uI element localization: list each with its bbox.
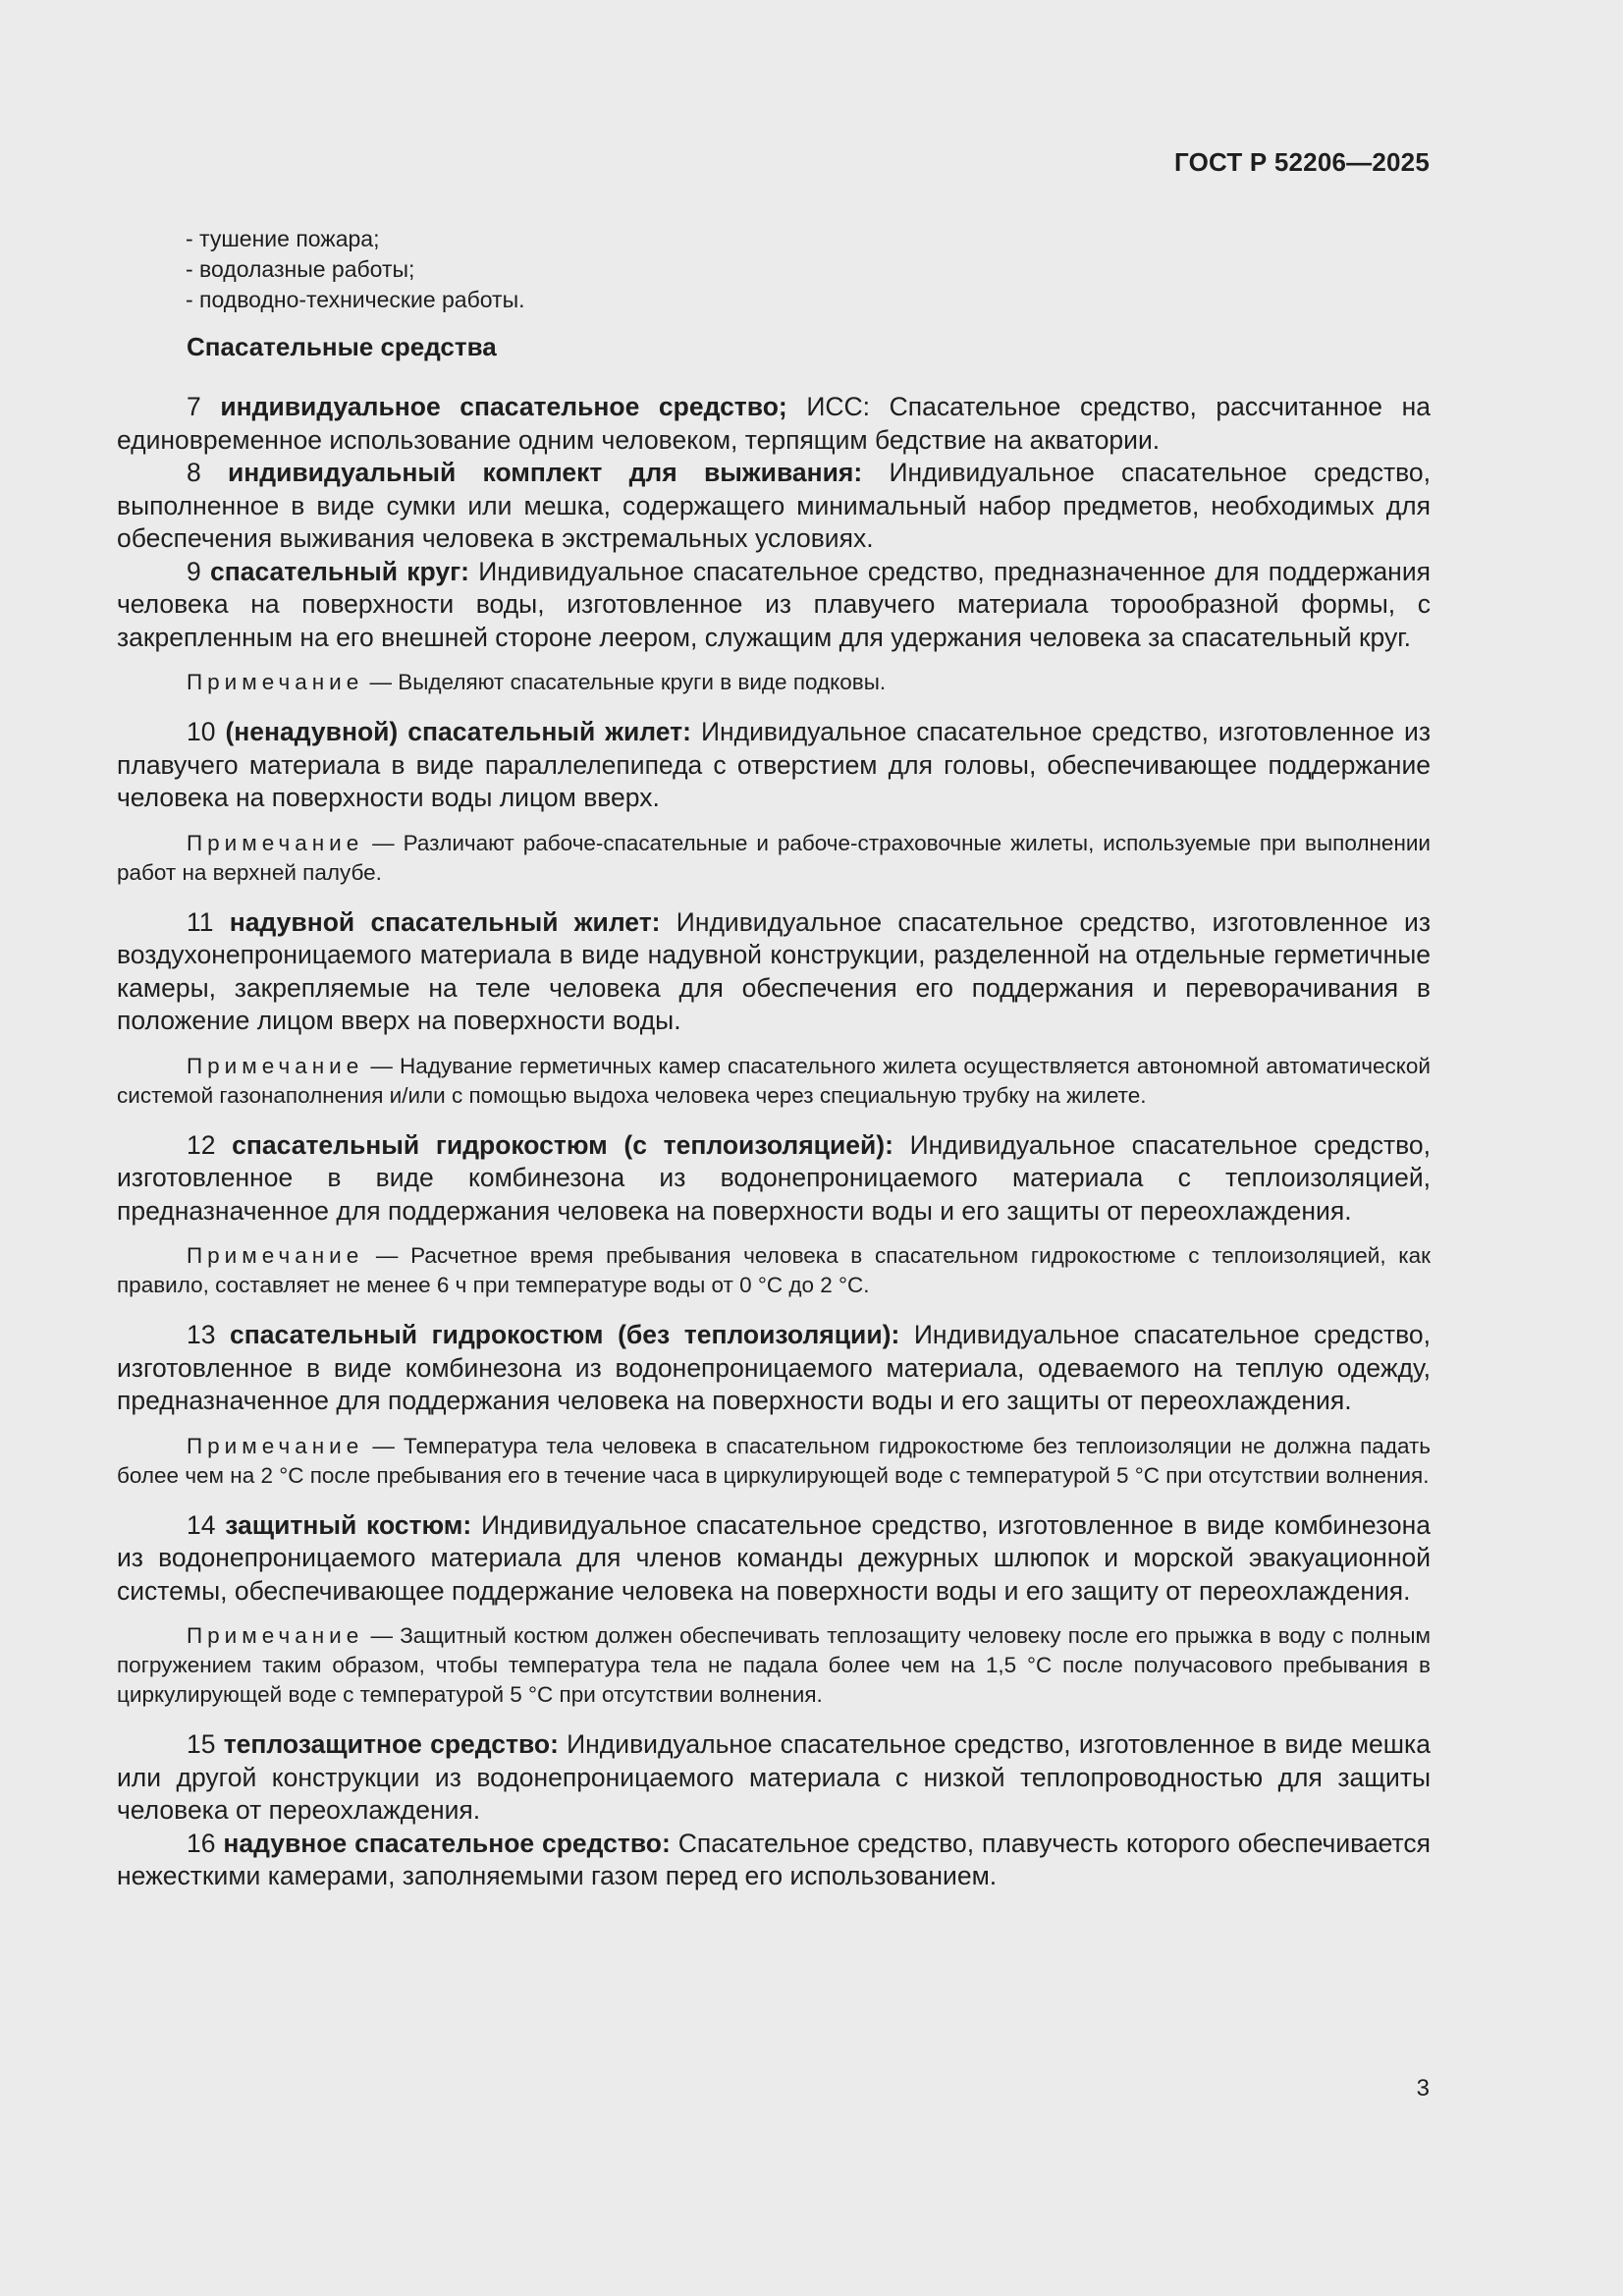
note-text: Расчетное время пребывания человека в спасательном гидрокостюме с теплоизоляцией, как правило, составляет не менее 6 ч при температуре воды от 0 °С до 2 °С. (117, 1243, 1431, 1297)
term-name: спасательный гидрокостюм (без теплоизоляции): (230, 1320, 900, 1349)
bullet-item: - водолазные работы; (186, 256, 415, 282)
term-entry-10 (117, 716, 1431, 815)
term-entry-11 (117, 906, 1431, 1038)
term-number: 11 (187, 906, 214, 937)
note-label: Примечание (187, 1243, 364, 1268)
term-entry-16 (117, 1828, 1431, 1893)
page-number: 3 (1416, 2075, 1430, 2102)
term-entry-9 (117, 556, 1431, 655)
term-entry-15 (117, 1728, 1431, 1828)
note-separator: — (363, 1433, 404, 1458)
term-definition: Индивидуальное спасательное средство, изготовленное в виде комбинезона из водонепроницаемого материала с теплоизоляцией, предназначенное для поддержания человека на поверхности воды и его защиты от переохлаждения. (117, 1129, 1431, 1226)
term-note-9 (117, 668, 1431, 697)
term-number: 14 (187, 1509, 216, 1540)
note-label: Примечание (187, 1053, 364, 1078)
term-number: 9 (187, 556, 201, 586)
term-entry-12 (117, 1129, 1431, 1229)
term-name: спасательный круг: (210, 556, 469, 586)
note-separator: — (363, 670, 399, 694)
term-definition: Индивидуальное спасательное средство, изготовленное в виде мешка или другой конструкции из водонепроницаемого материала с низкой теплопроводностью для защиты человека от переохлаждения. (117, 1729, 1431, 1825)
note-text: Защитный костюм должен обеспечивать теплозащиту человеку после его прыжка в воду с полным погружением таким образом, чтобы температура тела не падала более чем на 1,5 °С после получасового пребывания в циркулирующей воде с температурой 5 °С при отсутствии волнения. (117, 1623, 1431, 1707)
note-separator: — (363, 830, 404, 855)
term-definition: Спасательное средство, плавучесть которого обеспечивается нежесткими камерами, заполняемыми газом перед его использованием. (117, 1828, 1431, 1890)
term-name: защитный костюм: (225, 1509, 472, 1540)
term-note-14 (117, 1621, 1431, 1710)
term-definition: Индивидуальное спасательное средство, предназначенное для поддержания человека на поверхности воды, изготовленное из плавучего материала торообразной формы, с закрепленным на его внешней стороне леером, служащим для удержания человека за спасательный круг. (117, 556, 1431, 652)
term-note-13 (117, 1432, 1431, 1491)
term-number: 13 (187, 1320, 216, 1349)
note-text: Выделяют спасательные круги в виде подковы. (398, 670, 887, 694)
bullet-item: - подводно-технические работы. (186, 287, 525, 312)
term-definition: Индивидуальное спасательное средство, изготовленное в виде комбинезона из водонепроницаемого материала, одеваемого на теплую одежду, предназначенное для поддержания человека на поверхности воды и его защиты от переохлаждения. (117, 1320, 1431, 1415)
term-definition: ИСС: Спасательное средство, рассчитанное на единовременное использование одним человеком, терпящим бедствие на акватории. (117, 392, 1432, 455)
section-title: Спасательные средства (187, 332, 497, 361)
term-note-10 (117, 829, 1431, 888)
note-label: Примечание (187, 1433, 364, 1458)
note-label: Примечание (187, 830, 364, 855)
bullet-list (186, 224, 1431, 315)
note-text: Различают рабоче-спасательные и рабоче-страховочные жилеты, используемые при выполнении работ на верхней палубе. (117, 830, 1431, 885)
term-number: 16 (187, 1828, 216, 1858)
note-label: Примечание (187, 1623, 364, 1648)
term-entry-8 (117, 457, 1431, 556)
note-separator: — (363, 1243, 411, 1268)
document-number-header: ГОСТ Р 52206—2025 (1174, 147, 1430, 177)
term-name: надувное спасательное средство: (223, 1828, 671, 1858)
term-definition: Индивидуальное спасательное средство, выполненное в виде сумки или мешка, содержащего минимальный набор предметов, необходимых для обеспечения выживания человека в экстремальных условиях. (117, 458, 1431, 553)
term-number: 15 (187, 1729, 216, 1759)
note-separator: — (363, 1623, 401, 1648)
term-number: 12 (187, 1129, 216, 1160)
term-name: индивидуальное спасательное средство; (220, 392, 787, 421)
bullet-item: - тушение пожара; (186, 226, 380, 251)
term-name: (ненадувной) спасательный жилет: (225, 717, 691, 746)
term-definition: Индивидуальное спасательное средство, изготовленное в виде комбинезона из водонепроницаемого материала для членов команды дежурных шлюпок и морской эвакуационной системы, обеспечивающее поддержание человека на поверхности воды и его защиту от переохлаждения. (117, 1509, 1431, 1606)
term-entry-7 (117, 391, 1431, 457)
term-name: теплозащитное средство: (223, 1729, 559, 1759)
term-entry-13 (117, 1319, 1431, 1418)
term-name: надувной спасательный жилет: (229, 906, 661, 937)
term-note-12 (117, 1241, 1431, 1300)
term-number: 7 (187, 392, 201, 421)
note-separator: — (363, 1053, 400, 1078)
term-name: спасательный гидрокостюм (с теплоизоляцией): (232, 1129, 893, 1160)
term-definition: Индивидуальное спасательное средство, изготовленное из плавучего материала в виде параллелепипеда с отверстием для головы, обеспечивающее поддержание человека на поверхности воды лицом вверх. (117, 717, 1431, 812)
terms-list (117, 391, 1431, 1893)
term-note-11 (117, 1052, 1431, 1111)
note-label: Примечание (187, 670, 364, 694)
term-name: индивидуальный комплект для выживания: (227, 458, 863, 487)
term-entry-14 (117, 1509, 1431, 1609)
note-text: Надувание герметичных камер спасательного жилета осуществляется автономной автоматической системой газонаполнения и/или с помощью выдоха человека через специальную трубку на жилете. (117, 1053, 1431, 1108)
page-content (117, 224, 1431, 1893)
note-text: Температура тела человека в спасательном гидрокостюме без теплоизоляции не должна падать более чем на 2 °С после пребывания его в течение часа в циркулирующей воде с температурой 5 °С при отсутствии волнения. (117, 1433, 1431, 1488)
term-number: 10 (187, 717, 216, 746)
term-number: 8 (187, 458, 201, 487)
term-definition: Индивидуальное спасательное средство, изготовленное из воздухонепроницаемого материала в виде надувной конструкции, разделенной на отдельные герметичные камеры, закрепляемые на теле человека для обеспечения его поддержания и переворачивания в положение лицом вверх на поверхности воды. (117, 906, 1431, 1035)
